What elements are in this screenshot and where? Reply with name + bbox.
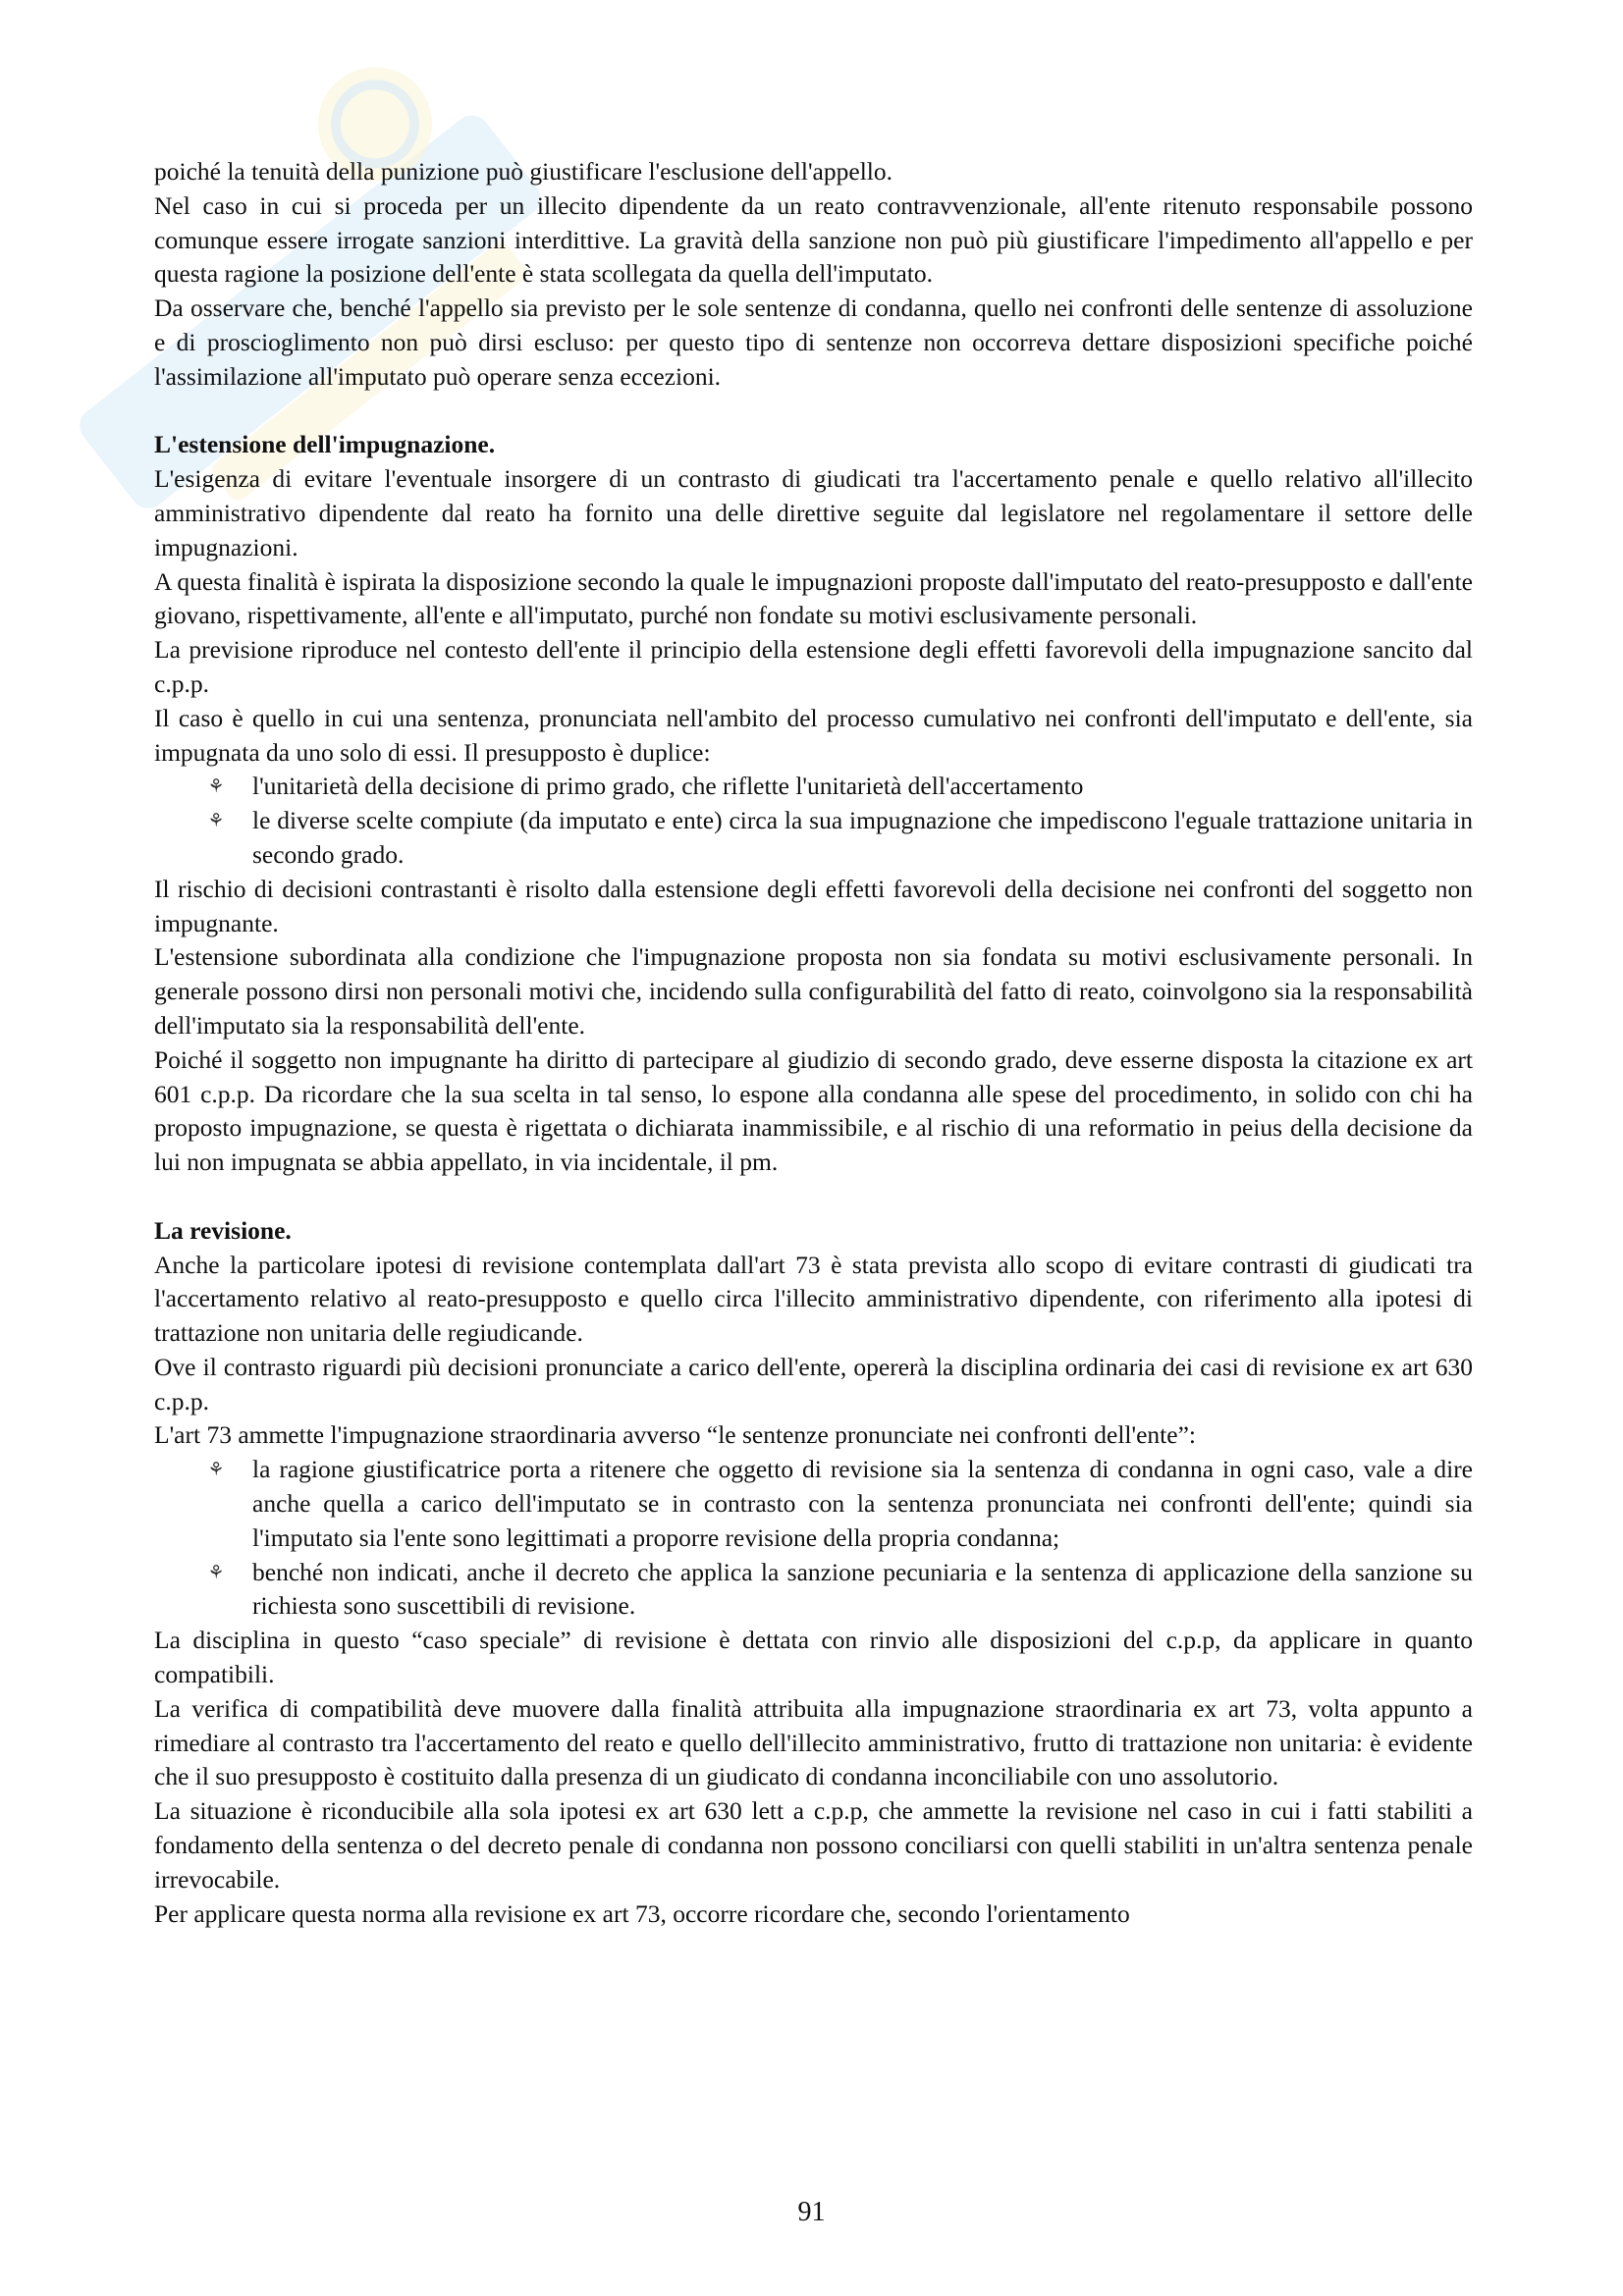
- list-item-text: la ragione giustificatrice porta a ritenere che oggetto di revisione sia la sentenza di condanna in ogni caso, vale a dire anche quella a carico dell'imputato se in contrasto con la sentenza pronunciata nei confronti dell'ente; quindi sia l'imputato sia l'ente sono legittimati a proporre revisione della propria condanna;: [252, 1455, 1473, 1552]
- paragraph: La situazione è riconducibile alla sola ipotesi ex art 630 lett a c.p.p, che ammette la revisione nel caso in cui i fatti stabiliti a fondamento della sentenza o del decreto penale di condanna non possono conciliarsi con quelli stabiliti in un'altra sentenza penale irrevocabile.: [154, 1796, 1473, 1894]
- paragraph: Poiché il soggetto non impugnante ha diritto di partecipare al giudizio di secondo grado, deve esserne disposta la citazione ex art 601 c.p.p. Da ricordare che la sua scelta in tal senso, lo espone alla condanna alle spese del procedimento, in solido con chi ha proposto impugnazione, se questa è rigettata o dichiarata inammissibile, e al rischio di una reformatio in peius della decisione da lui non impugnata se abbia appellato, in via incidentale, il pm.: [154, 1044, 1473, 1177]
- paragraph-gap: [154, 395, 1473, 429]
- paragraph: Il rischio di decisioni contrastanti è risolto dalla estensione degli effetti favorevoli della decisione nei confronti del soggetto non impugnante.: [154, 874, 1473, 937]
- paragraph: L'estensione subordinata alla condizione che l'impugnazione proposta non sia fondata su motivi esclusivamente personali. In generale possono dirsi non personali motivi che, incidendo sulla configurabilità del fatto di reato, coinvolgono sia la responsabilità dell'imputato sia la responsabilità dell'ente.: [154, 942, 1473, 1040]
- bullet-icon: ⚘: [207, 810, 225, 832]
- paragraph: A questa finalità è ispirata la disposizione secondo la quale le impugnazioni proposte dall'imputato del reato-presupposto e dall'ente giovano, rispettivamente, all'ente e all'imputato, purché non fondate su motivi esclusivamente personali.: [154, 566, 1473, 630]
- bullet-icon: ⚘: [207, 775, 225, 798]
- list-item-text: l'unitarietà della decisione di primo grado, che riflette l'unitarietà dell'accertamento: [252, 772, 1084, 801]
- list-item: [154, 1556, 1473, 1625]
- document-page: [154, 155, 1473, 1931]
- list-item-text: le diverse scelte compiute (da imputato e ente) circa la sua impugnazione che impediscono l'eguale trattazione unitaria in secondo grado.: [252, 806, 1473, 869]
- bullet-list: [154, 770, 1473, 872]
- paragraph: La previsione riproduce nel contesto dell'ente il principio della estensione degli effetti favorevoli della impugnazione sancito dal c.p.p.: [154, 635, 1473, 698]
- paragraph: La verifica di compatibilità deve muovere dalla finalità attribuita alla impugnazione straordinaria ex art 73, volta appunto a rimediare al contrasto tra l'accertamento del reato e quello dell'illecito amministrativo, frutto di trattazione non unitaria: è evidente che il suo presupposto è costituito dalla presenza di un giudicato di condanna inconciliabile con uno assolutorio.: [154, 1693, 1473, 1791]
- list-item: [154, 1453, 1473, 1555]
- section-heading: L'estensione dell'impugnazione.: [154, 430, 496, 459]
- bullet-icon: ⚘: [207, 1561, 225, 1583]
- paragraph: Da osservare che, benché l'appello sia previsto per le sole sentenze di condanna, quello nei confronti delle sentenze di assoluzione e di proscioglimento non può dirsi escluso: per questo tipo di sentenze non occorreva dettare disposizioni specifiche poiché l'assimilazione all'imputato può operare senza eccezioni.: [154, 294, 1473, 391]
- bullet-list: [154, 1453, 1473, 1624]
- paragraph: L'esigenza di evitare l'eventuale insorgere di un contrasto di giudicati tra l'accertamento penale e quello relativo all'illecito amministrativo dipendente dal reato ha fornito una delle direttive seguite dal legislatore nel regolamentare il settore delle impugnazioni.: [154, 464, 1473, 561]
- bullet-icon: ⚘: [207, 1459, 225, 1481]
- paragraph: La disciplina in questo “caso speciale” di revisione è dettata con rinvio alle disposizioni del c.p.p, da applicare in quanto compatibili.: [154, 1626, 1473, 1689]
- paragraph: Il caso è quello in cui una sentenza, pronunciata nell'ambito del processo cumulativo nei confronti dell'imputato e dell'ente, sia impugnata da uno solo di essi. Il presupposto è duplice:: [154, 703, 1473, 767]
- list-item-text: benché non indicati, anche il decreto che applica la sanzione pecuniaria e la sentenza di applicazione della sanzione su richiesta sono suscettibili di revisione.: [252, 1557, 1473, 1621]
- paragraph: Ove il contrasto riguardi più decisioni pronunciate a carico dell'ente, opererà la disciplina ordinaria dei casi di revisione ex art 630 c.p.p.: [154, 1352, 1473, 1415]
- paragraph: Per applicare questa norma alla revisione ex art 73, occorre ricordare che, secondo l'orientamento: [154, 1898, 1130, 1928]
- paragraph: poiché la tenuità della punizione può giustificare l'esclusione dell'appello.: [154, 157, 893, 186]
- list-item: [154, 804, 1473, 873]
- paragraph: Anche la particolare ipotesi di revisione contemplata dall'art 73 è stata prevista allo scopo di evitare contrasti di giudicati tra l'accertamento relativo al reato-presupposto e quello circa l'illecito amministrativo dipendente, con riferimento alla ipotesi di trattazione non unitaria delle regiudicande.: [154, 1250, 1473, 1348]
- list-item: [154, 770, 1473, 804]
- paragraph: Nel caso in cui si proceda per un illecito dipendente da un reato contravvenzionale, all'ente ritenuto responsabile possono comunque essere irrogate sanzioni interdittive. La gravità della sanzione non può più giustificare l'impedimento all'appello e per questa ragione la posizione dell'ente è stata scollegata da quella dell'imputato.: [154, 190, 1473, 289]
- page-number: 91: [797, 2197, 826, 2227]
- section-heading: La revisione.: [154, 1215, 292, 1245]
- paragraph-gap: [154, 1180, 1473, 1214]
- paragraph: L'art 73 ammette l'impugnazione straordinaria avverso “le sentenze pronunciate nei confronti dell'ente”:: [154, 1420, 1196, 1450]
